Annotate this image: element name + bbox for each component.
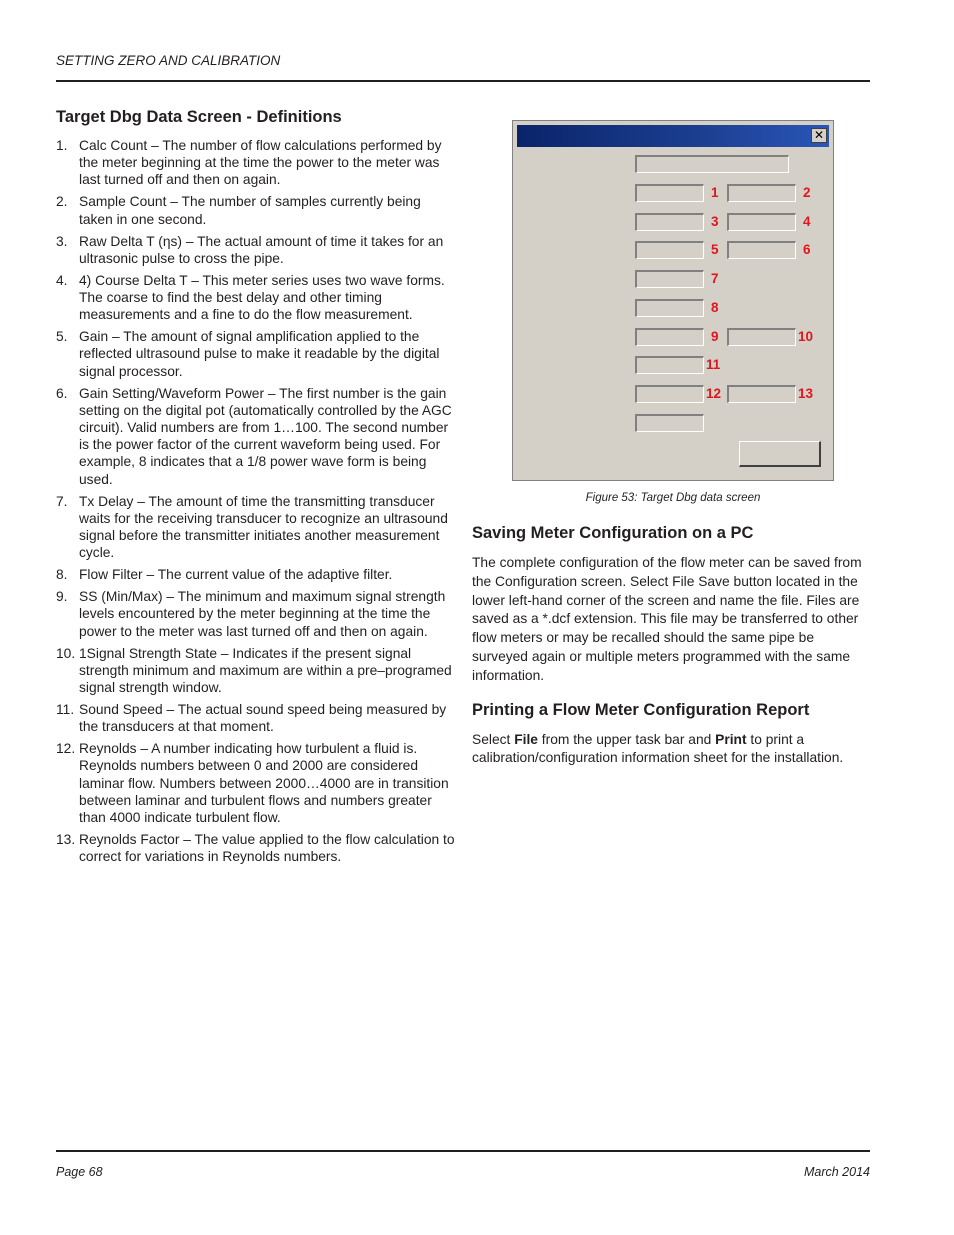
dialog-titlebar bbox=[517, 125, 829, 147]
field-11[interactable] bbox=[635, 356, 704, 374]
list-number: 1. bbox=[56, 138, 68, 153]
saving-body: The complete configuration of the flow meter can be saved from the Configuration screen. Select File Save button located in the lower left-hand corner of the screen and name the file. Files are saved as a *.dcf extension. This file may be transferred to other flow meters or may be recalled should the same pipe be surveyed again or multiple meters programmed with the same information. bbox=[472, 555, 862, 683]
printing-text: from the upper task bar and bbox=[537, 731, 716, 747]
label-11: 11 bbox=[706, 357, 721, 372]
list-number: 8. bbox=[56, 567, 68, 583]
list-item bbox=[56, 566, 456, 583]
field-10[interactable] bbox=[727, 328, 796, 346]
list-number: 10. bbox=[56, 645, 76, 661]
list-item bbox=[56, 831, 456, 865]
label-5: 5 bbox=[711, 242, 719, 257]
list-text: Flow Filter – The current value of the adaptive filter. bbox=[79, 567, 393, 583]
list-number: 11. bbox=[56, 702, 75, 718]
definitions-list bbox=[56, 137, 456, 865]
list-item bbox=[56, 233, 456, 267]
field-5[interactable] bbox=[635, 241, 704, 259]
label-4: 4 bbox=[803, 214, 811, 229]
list-item bbox=[56, 137, 456, 189]
list-item bbox=[56, 588, 456, 640]
printing-heading: Printing a Flow Meter Configuration Report bbox=[472, 700, 810, 719]
field-12[interactable] bbox=[635, 385, 704, 403]
list-number: 9. bbox=[56, 589, 68, 605]
list-text: 4) Course Delta T – This meter series uses two wave forms. The coarse to find the best delay and other timing measurements and a fine to do the flow measurement. bbox=[79, 272, 445, 323]
list-number: 3. bbox=[56, 233, 68, 249]
list-text: SS (Min/Max) – The minimum and maximum signal strength levels encountered by the meter beginning at the time the power to the meter was last turned off and then on again. bbox=[79, 589, 446, 639]
list-item bbox=[56, 740, 456, 826]
right-column bbox=[472, 524, 867, 783]
label-1: 1 bbox=[711, 185, 719, 200]
label-10: 10 bbox=[798, 329, 814, 344]
list-number: 4. bbox=[56, 272, 68, 288]
label-8: 8 bbox=[711, 300, 719, 315]
field-9[interactable] bbox=[635, 328, 704, 346]
list-item bbox=[56, 493, 456, 562]
label-7: 7 bbox=[711, 271, 719, 286]
printing-text: Select bbox=[472, 731, 515, 747]
printing-print-term: Print bbox=[715, 731, 747, 747]
list-item bbox=[56, 272, 456, 324]
close-button[interactable] bbox=[811, 128, 827, 143]
printing-body bbox=[472, 731, 867, 769]
list-text: 1Signal Strength State – Indicates if the present signal strength minimum and maximum are within a pre–programed signal strength window. bbox=[79, 645, 452, 696]
definitions-heading: Target Dbg Data Screen - Definitions bbox=[56, 108, 342, 126]
target-dbg-dialog bbox=[512, 120, 834, 481]
header-rule bbox=[56, 80, 870, 82]
field-6[interactable] bbox=[727, 241, 796, 259]
field-2[interactable] bbox=[727, 184, 796, 202]
list-number: 2. bbox=[56, 194, 68, 210]
page-number: Page 68 bbox=[56, 1165, 103, 1179]
list-number: 13. bbox=[56, 832, 76, 848]
figure-caption: Figure 53: Target Dbg data screen bbox=[585, 492, 761, 504]
label-3: 3 bbox=[711, 214, 719, 229]
label-2: 2 bbox=[803, 185, 811, 200]
list-text: Reynolds – A number indicating how turbulent a fluid is. Reynolds numbers between 0 and 2000 are considered laminar flow. Numbers between 2000…4000 are in transition between laminar and turbulent flows and numbers greater than 4000 indicate turbulent flow. bbox=[79, 741, 449, 826]
label-13: 13 bbox=[798, 386, 814, 401]
definitions-section bbox=[56, 108, 456, 870]
printing-file-term: File bbox=[514, 731, 538, 747]
field-8[interactable] bbox=[635, 299, 704, 317]
list-number: 5. bbox=[56, 329, 68, 345]
list-item bbox=[56, 193, 456, 227]
list-text: Calc Count – The number of flow calculations performed by the meter beginning at the time the power to the meter was last turned off and then on again. bbox=[79, 138, 442, 188]
footer-date: March 2014 bbox=[803, 1165, 870, 1179]
list-text: Reynolds Factor – The value applied to the flow calculation to correct for variations in Reynolds numbers. bbox=[79, 832, 455, 865]
list-text: Tx Delay – The amount of time the transmitting transducer waits for the receiving transducer to recognize an ultrasound signal before the transmitter initiates another measurement cycle. bbox=[79, 493, 448, 561]
printing-text: to print a calibration/configuration information sheet for the installation. bbox=[472, 731, 844, 766]
close-icon: ✕ bbox=[813, 128, 825, 142]
field-4[interactable] bbox=[727, 213, 796, 231]
list-text: Gain – The amount of signal amplification applied to the reflected ultrasound pulse to make it readable by the digital signal processor. bbox=[79, 329, 440, 379]
list-text: Gain Setting/Waveform Power – The first number is the gain setting on the digital pot (automatically controlled by the AGC circuit). Valid numbers are from 1…100. The second number is the power factor of the current waveform being used. For example, 8 indicates that a 1/8 power wave form is being used. bbox=[79, 385, 452, 487]
label-9: 9 bbox=[711, 329, 719, 344]
list-number: 12. bbox=[56, 741, 76, 757]
list-item bbox=[56, 385, 456, 488]
running-head: SETTING ZERO AND CALIBRATION bbox=[56, 53, 281, 68]
list-number: 6. bbox=[56, 385, 68, 401]
list-text: Raw Delta T (ηs) – The actual amount of time it takes for an ultrasonic pulse to cross the pipe. bbox=[79, 233, 444, 266]
list-text: Sample Count – The number of samples currently being taken in one second. bbox=[79, 194, 421, 227]
label-6: 6 bbox=[803, 242, 811, 257]
bottom-field[interactable] bbox=[635, 414, 704, 432]
list-item bbox=[56, 645, 456, 697]
label-12: 12 bbox=[706, 386, 722, 401]
field-7[interactable] bbox=[635, 270, 704, 288]
list-text: Sound Speed – The actual sound speed being measured by the transducers at that moment. bbox=[79, 702, 447, 735]
top-field[interactable] bbox=[635, 155, 789, 173]
footer-rule bbox=[56, 1150, 870, 1152]
list-item bbox=[56, 701, 456, 735]
list-number: 7. bbox=[56, 493, 68, 509]
list-item bbox=[56, 328, 456, 380]
field-1[interactable] bbox=[635, 184, 704, 202]
field-3[interactable] bbox=[635, 213, 704, 231]
saving-heading: Saving Meter Configuration on a PC bbox=[472, 524, 754, 542]
field-13[interactable] bbox=[727, 385, 796, 403]
dialog-button[interactable] bbox=[739, 441, 821, 467]
